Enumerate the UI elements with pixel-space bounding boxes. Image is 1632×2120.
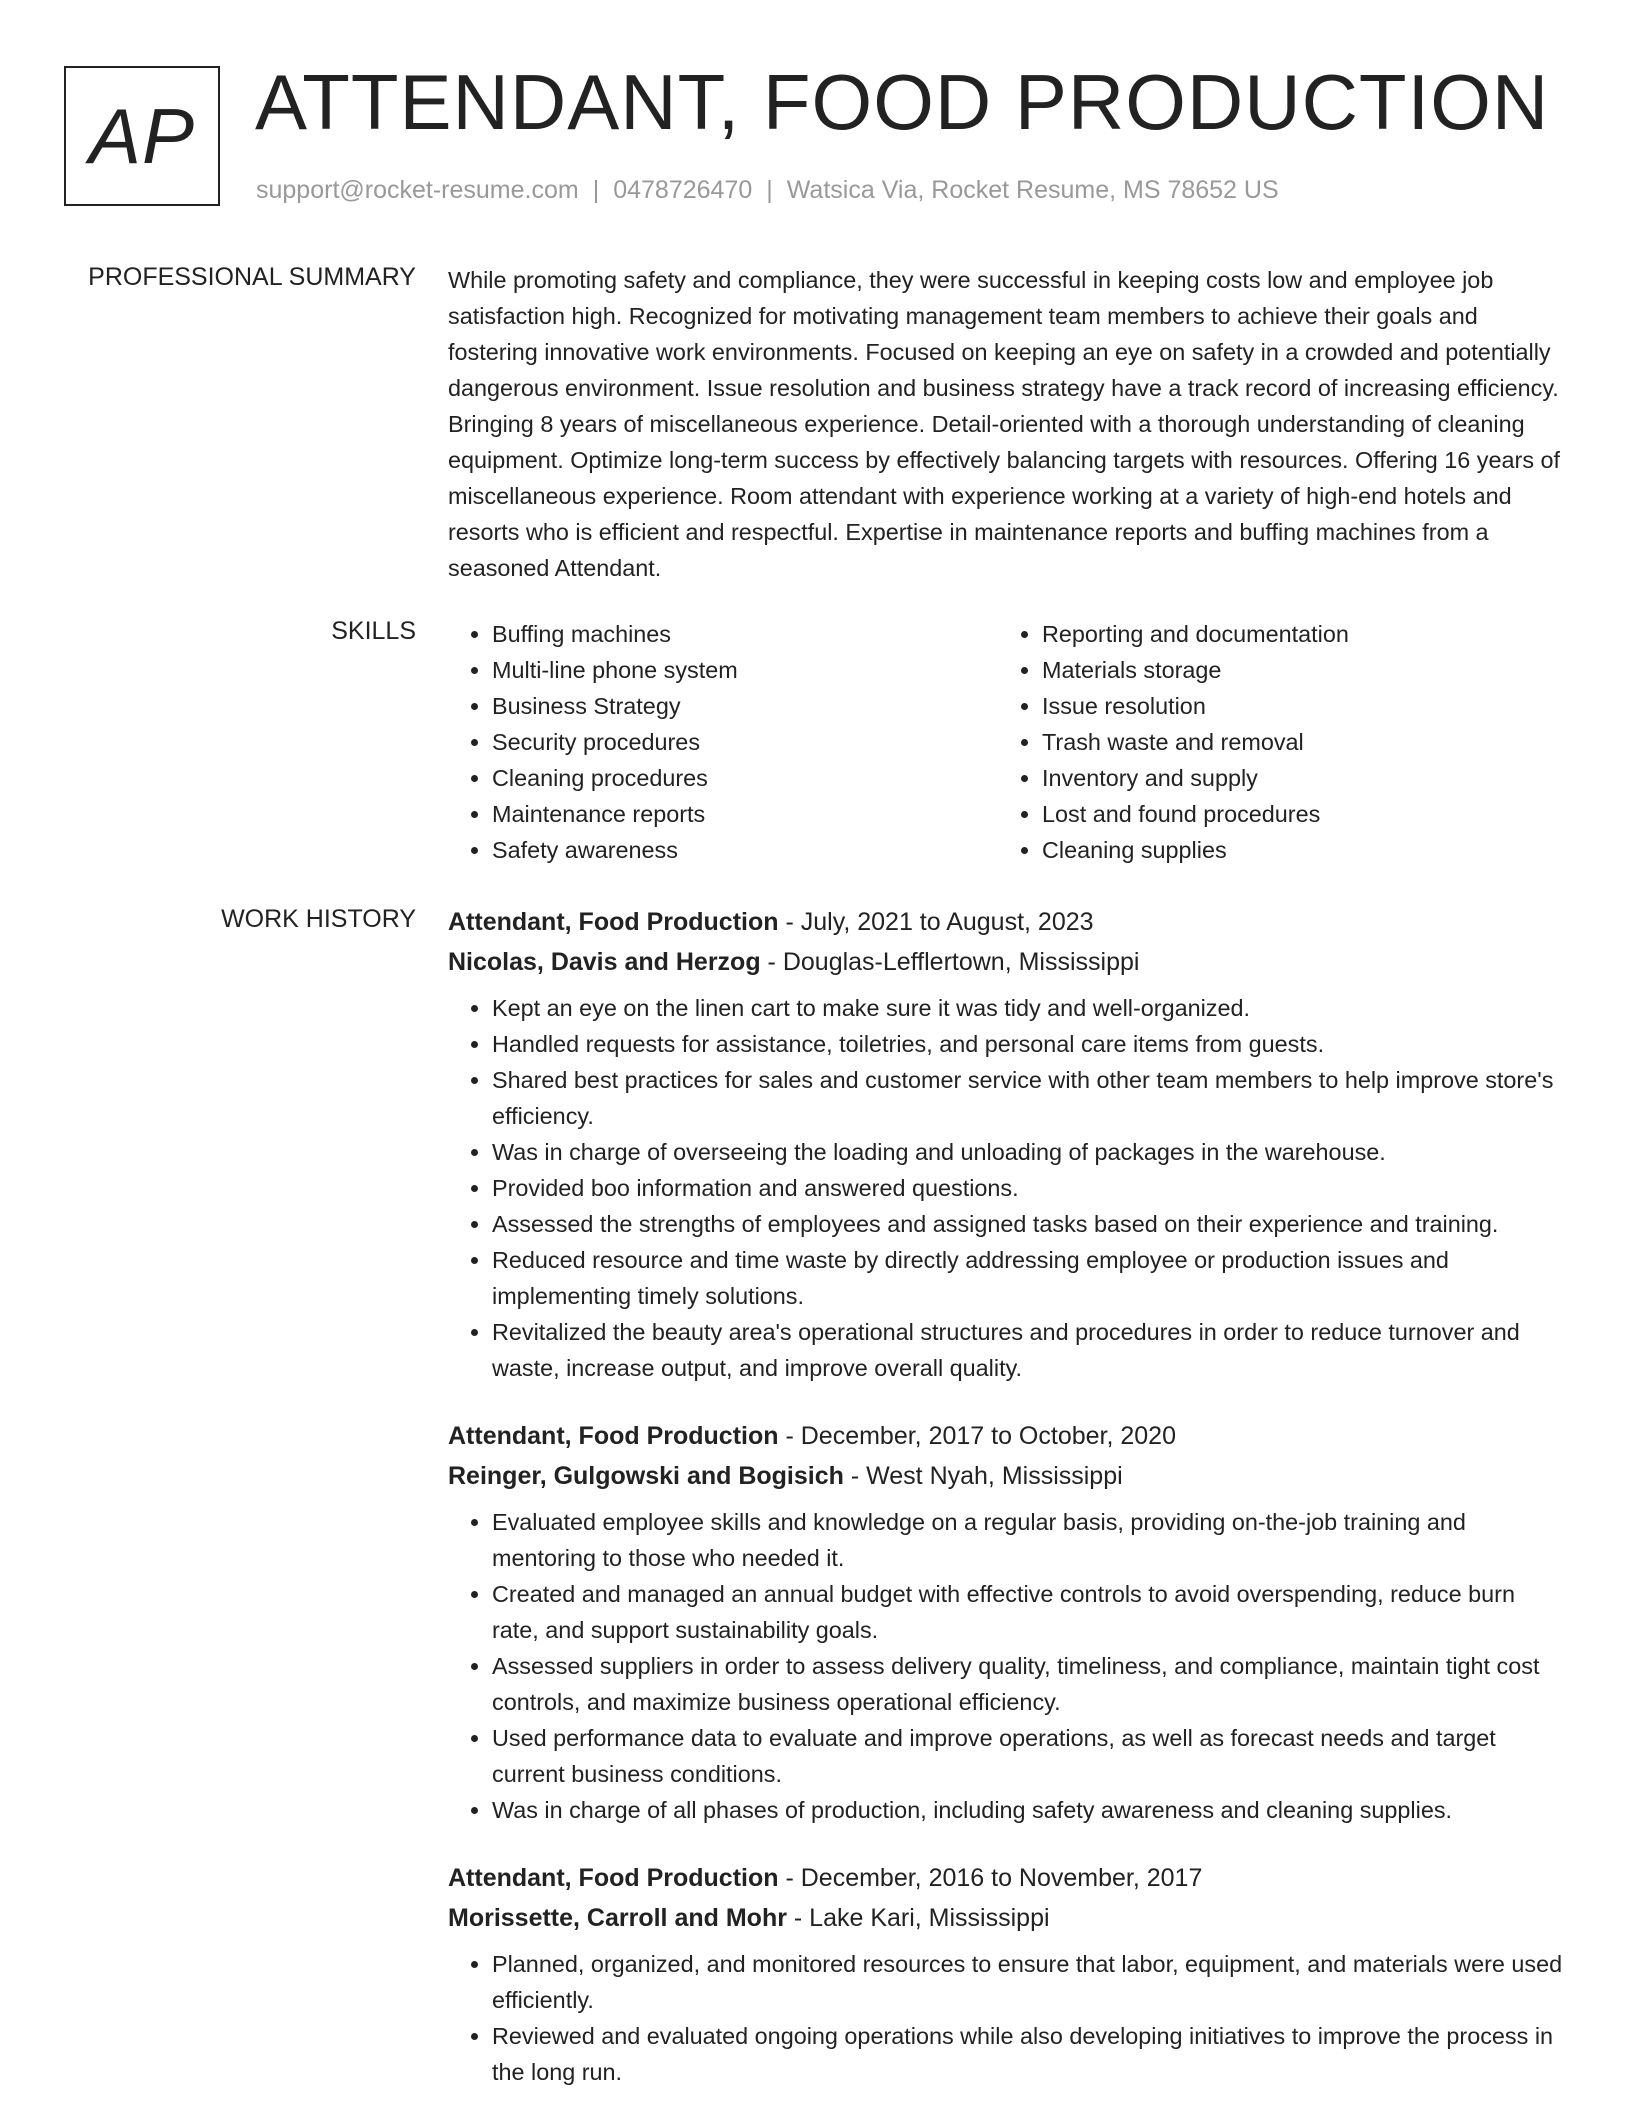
monogram-box — [64, 66, 220, 206]
job-company-line — [448, 1898, 1568, 1938]
job-bullet: • Created and managed an annual budget with effective controls to avoid overspending, reduce burn rate, and support sustainability goals. — [492, 1576, 1568, 1648]
work-history-body — [448, 902, 1568, 2120]
job-bullet: • Was in charge of all phases of production, including safety awareness and cleaning supplies. — [492, 1792, 1568, 1828]
skill-item: • Issue resolution — [1042, 688, 1548, 724]
section-label-work: WORK HISTORY — [221, 905, 416, 933]
job-bullet: • Used performance data to evaluate and improve operations, as well as forecast needs and target current business conditions. — [492, 1720, 1568, 1792]
job-location: - West Nyah, Mississippi — [843, 1462, 1123, 1490]
skill-item: • Multi-line phone system — [492, 652, 998, 688]
job-company-line — [448, 942, 1568, 982]
job-bullet: • Provided boo information and answered questions. — [492, 1170, 1568, 1206]
job-title: Attendant, Food Production — [448, 1422, 779, 1450]
skill-item: • Buffing machines — [492, 616, 998, 652]
job-location: - Douglas-Lefflertown, Mississippi — [760, 948, 1140, 976]
job-bullet: • Assessed suppliers in order to assess delivery quality, timeliness, and compliance, maintain tight cost controls, and maximize business operational efficiency. — [492, 1648, 1568, 1720]
contact-phone: 0478726470 — [613, 176, 753, 204]
job-bullet-list — [448, 1504, 1568, 1828]
job-entry — [448, 902, 1568, 1386]
skill-item: • Cleaning procedures — [492, 760, 998, 796]
skill-item: • Trash waste and removal — [1042, 724, 1548, 760]
contact-separator: | — [766, 176, 773, 204]
contact-email: support@rocket-resume.com — [256, 176, 579, 204]
job-bullet: • Reviewed and evaluated ongoing operations while also developing initiatives to improve the process in the long run. — [492, 2018, 1568, 2090]
skill-item: • Reporting and documentation — [1042, 616, 1548, 652]
job-title-line — [448, 1858, 1568, 1898]
job-bullet: • Assessed the strengths of employees and assigned tasks based on their experience and training. — [492, 1206, 1568, 1242]
skill-item: • Lost and found procedures — [1042, 796, 1548, 832]
job-title: Attendant, Food Production — [448, 908, 779, 936]
job-bullet: • Kept an eye on the linen cart to make sure it was tidy and well-organized. — [492, 990, 1568, 1026]
skills-list-left — [448, 616, 998, 868]
contact-separator: | — [592, 176, 600, 204]
job-bullet-list — [448, 1946, 1568, 2090]
section-label-skills: SKILLS — [331, 617, 416, 645]
skills-list-right — [998, 616, 1548, 868]
monogram-initials: AP — [88, 91, 196, 180]
contact-address: Watsica Via, Rocket Resume, MS 78652 US — [786, 176, 1279, 204]
job-company: Nicolas, Davis and Herzog — [448, 948, 761, 976]
job-dates: - December, 2017 to October, 2020 — [778, 1422, 1176, 1450]
skills-columns — [448, 616, 1568, 868]
skill-item: • Maintenance reports — [492, 796, 998, 832]
skill-item: • Materials storage — [1042, 652, 1548, 688]
skills-body — [448, 616, 1568, 868]
skill-item: • Cleaning supplies — [1042, 832, 1548, 868]
skill-item: • Inventory and supply — [1042, 760, 1548, 796]
contact-line — [256, 174, 1279, 206]
job-bullet: • Was in charge of overseeing the loading and unloading of packages in the warehouse. — [492, 1134, 1568, 1170]
job-dates: - July, 2021 to August, 2023 — [778, 908, 1094, 936]
job-entry — [448, 1858, 1568, 2090]
skill-item: • Business Strategy — [492, 688, 998, 724]
job-title: Attendant, Food Production — [448, 1864, 779, 1892]
job-company-line — [448, 1456, 1568, 1496]
job-dates: - December, 2016 to November, 2017 — [778, 1864, 1203, 1892]
job-location: - Lake Kari, Mississippi — [786, 1904, 1050, 1932]
job-company: Reinger, Gulgowski and Bogisich — [448, 1462, 844, 1490]
skill-item: • Safety awareness — [492, 832, 998, 868]
job-bullet-list — [448, 990, 1568, 1386]
section-label-summary: PROFESSIONAL SUMMARY — [88, 263, 416, 291]
resume-name: ATTENDANT, FOOD PRODUCTION — [255, 58, 1550, 146]
job-title-line — [448, 1416, 1568, 1456]
job-bullet: • Revitalized the beauty area's operational structures and procedures in order to reduce turnover and waste, increase output, and improve overall quality. — [492, 1314, 1568, 1386]
job-company: Morissette, Carroll and Mohr — [448, 1904, 787, 1932]
skill-item: • Security procedures — [492, 724, 998, 760]
job-bullet: • Reduced resource and time waste by directly addressing employee or production issues and implementing timely solutions. — [492, 1242, 1568, 1314]
summary-text: While promoting safety and compliance, they were successful in keeping costs low and employee job satisfaction high. Recognized for motivating management team members to achieve their goals and fostering innovative work environments. Focused on keeping an eye on safety in a crowded and potentially dangerous environment. Issue resolution and business strategy have a track record of increasing efficiency. Bringing 8 years of miscellaneous experience. Detail-oriented with a thorough understanding of cleaning equipment. Optimize long-term success by effectively balancing targets with resources. Offering 16 years of miscellaneous experience. Room attendant with experience working at a variety of high-end hotels and resorts who is efficient and respectful. Expertise in maintenance reports and buffing machines from a seasoned Attendant. — [448, 267, 1561, 581]
job-bullet: • Shared best practices for sales and customer service with other team members to help improve store's efficiency. — [492, 1062, 1568, 1134]
job-bullet: • Handled requests for assistance, toiletries, and personal care items from guests. — [492, 1026, 1568, 1062]
job-title-line — [448, 902, 1568, 942]
job-bullet: • Evaluated employee skills and knowledge on a regular basis, providing on-the-job training and mentoring to those who needed it. — [492, 1504, 1568, 1576]
job-bullet: • Planned, organized, and monitored resources to ensure that labor, equipment, and materials were used efficiently. — [492, 1946, 1568, 2018]
job-entry — [448, 1416, 1568, 1828]
